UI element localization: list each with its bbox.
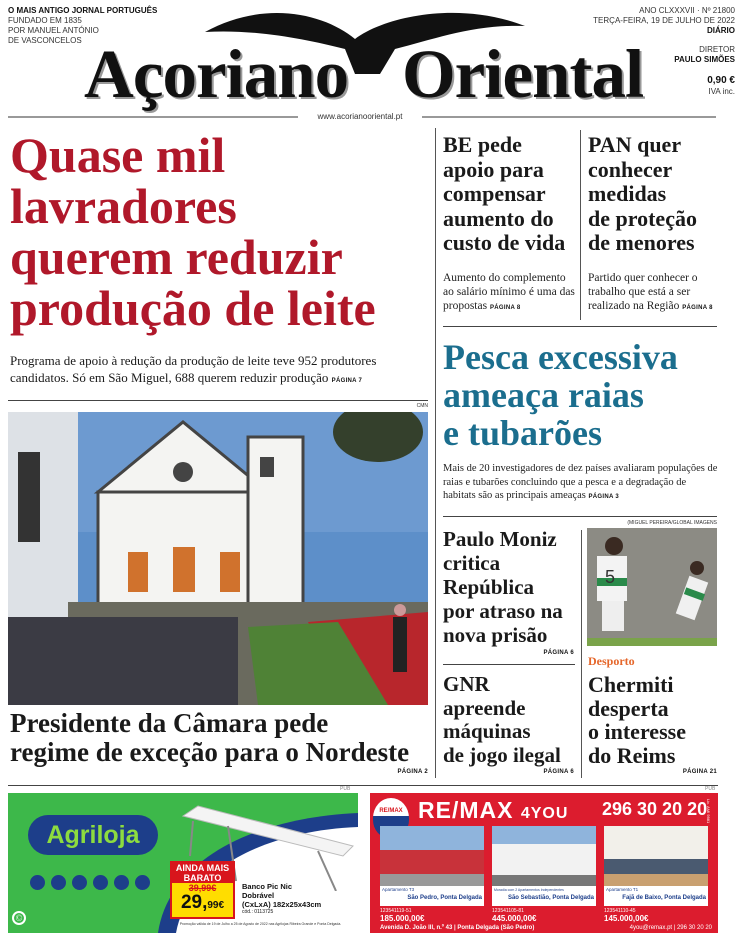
agriloja-ad[interactable] bbox=[8, 793, 358, 933]
headline-line: conhecer bbox=[588, 156, 673, 182]
hammer-icon bbox=[114, 875, 129, 890]
headline-line: critica bbox=[443, 551, 501, 575]
listing-location: São Pedro, Ponta Delgada bbox=[407, 895, 482, 901]
pesca-summary bbox=[443, 462, 719, 505]
badge-text: BARATO bbox=[183, 873, 222, 883]
pan-summary bbox=[588, 271, 722, 315]
headline-line: de menores bbox=[588, 230, 695, 255]
product-name: Dobrável bbox=[242, 891, 275, 900]
lead-summary-text: Programa de apoio à redução da produção de leite teve 952 produtores candidatos. Só em São Miguel, 688 querem reduzir produção bbox=[10, 353, 377, 385]
director-name: PAULO SIMÕES bbox=[674, 55, 735, 64]
jersey-number: 5 bbox=[605, 567, 616, 587]
headline-line: o interesse bbox=[588, 719, 686, 744]
website-link[interactable]: www.acorianooriental.pt bbox=[317, 112, 403, 121]
listing-location: Fajã de Baixo, Ponta Delgada bbox=[622, 895, 706, 901]
lead-summary bbox=[10, 352, 430, 390]
lead-headline-line: Quase mil bbox=[10, 127, 226, 183]
product-code: cód.: 0113725 bbox=[242, 909, 274, 915]
masthead-title-left: Açoriano bbox=[84, 36, 349, 112]
be-summary bbox=[443, 271, 579, 315]
director-label: DIRETOR bbox=[699, 45, 735, 54]
headline-line: PAN quer bbox=[588, 132, 682, 157]
page-ref: PÁGINA 21 bbox=[682, 769, 717, 775]
listing-ref: 123541105-81 bbox=[492, 908, 524, 914]
church-ceremony-photo bbox=[8, 412, 428, 705]
badge-text: AINDA MAIS bbox=[175, 863, 230, 873]
listing-price: 445.000,00€ bbox=[492, 914, 537, 923]
photo-credit: (MIGUEL PEREIRA/GLOBAL IMAGENS bbox=[627, 520, 717, 526]
masthead-title-right: Oriental bbox=[402, 36, 644, 112]
dog-icon bbox=[93, 875, 108, 890]
headline-line: Chermiti bbox=[588, 672, 674, 697]
ad-tag: PUB bbox=[705, 786, 716, 792]
license: Lic. AMI 9981 bbox=[706, 799, 711, 824]
page-ref: PÁGINA 7 bbox=[331, 378, 363, 384]
headline-line: de jogo ilegal bbox=[443, 742, 561, 767]
frequency: DIÁRIO bbox=[707, 26, 735, 35]
headline-line: Pesca excessiva bbox=[443, 337, 678, 377]
agriloja-logo: Agriloja bbox=[28, 815, 158, 855]
gnr-headline[interactable] bbox=[443, 673, 579, 767]
remax-contact[interactable]: 4you@remax.pt | 296 30 20 20 bbox=[629, 925, 712, 931]
photo-story-headline[interactable] bbox=[10, 709, 434, 767]
headline-line: ameaça raias bbox=[443, 375, 644, 415]
remax-ad[interactable] bbox=[370, 793, 718, 933]
headline-line: apoio para bbox=[443, 156, 544, 182]
founder-line-2: DE VASCONCELOS bbox=[8, 36, 82, 45]
product-info bbox=[242, 882, 321, 915]
page-ref: PÁGINA 8 bbox=[682, 305, 713, 311]
listings bbox=[380, 826, 708, 906]
watering-can-icon bbox=[51, 875, 66, 890]
page-ref: PÁGINA 6 bbox=[543, 650, 574, 656]
remax-brand-suffix: 4YOU bbox=[520, 805, 569, 822]
remax-address: Avenida D. João III, n.º 43 | Ponta Delgada (São Pedro) bbox=[380, 925, 535, 931]
headline-line: regime de exceção para o Nordeste bbox=[10, 737, 410, 767]
listing-photo bbox=[492, 826, 596, 886]
page-ref: PÁGINA 6 bbox=[543, 769, 574, 775]
headline-line: do Reims bbox=[588, 742, 676, 768]
listing-card[interactable] bbox=[604, 826, 708, 906]
lead-headline-line: produção de leite bbox=[10, 280, 376, 336]
pesca-headline[interactable] bbox=[443, 338, 733, 452]
headline-line: e tubarões bbox=[443, 413, 602, 453]
sport-headline[interactable] bbox=[588, 673, 724, 767]
price-main: 29, bbox=[180, 892, 208, 913]
headline-line: GNR bbox=[443, 672, 490, 696]
issue-number: ANO CLXXXVII · Nº 21800 bbox=[639, 6, 735, 15]
masthead-right bbox=[593, 6, 735, 97]
listing-type: Apartamento T1 bbox=[606, 887, 639, 892]
be-summary-text: Aumento do complemento ao salário mínimo é uma das propostas bbox=[443, 272, 575, 312]
remax-phone[interactable]: 296 30 20 20 bbox=[602, 799, 708, 819]
house-icon bbox=[135, 875, 150, 890]
product-dimensions: (CxLxA) 182x25x43cm bbox=[242, 900, 322, 909]
listing-ref: 123541110-45 bbox=[604, 908, 636, 914]
product-name: Banco Pic Nic bbox=[242, 882, 293, 891]
listing-ref: 123541119-51 bbox=[380, 908, 412, 914]
listing-photo bbox=[380, 826, 484, 886]
headline-line: de proteção bbox=[588, 205, 697, 231]
listing-prices bbox=[380, 908, 708, 924]
football-photo bbox=[587, 528, 717, 646]
headline-line: medidas bbox=[588, 181, 667, 206]
headline-line: por atraso na bbox=[443, 599, 563, 623]
headline-line: máquinas bbox=[443, 719, 531, 743]
page-ref: PÁGINA 2 bbox=[397, 769, 428, 775]
lead-headline[interactable] bbox=[10, 127, 430, 336]
moniz-headline[interactable] bbox=[443, 527, 579, 647]
headline-line: BE pede bbox=[443, 132, 522, 157]
pan-headline[interactable] bbox=[588, 133, 724, 256]
pan-summary-text: Partido quer conhecer o trabalho que está a ser realizado na Região bbox=[588, 272, 698, 312]
corn-icon bbox=[30, 875, 45, 890]
fineprint: Promoção válida de 19 de Julho a 25 de Agosto de 2022 nas Agrilojas Ribeira Grande e Ponta Delgada. bbox=[179, 922, 342, 926]
tagline: O MAIS ANTIGO JORNAL PORTUGUÊS bbox=[8, 6, 158, 15]
category-icons bbox=[30, 875, 150, 890]
remax-brand: RE/MAX bbox=[418, 797, 514, 823]
listing-photo bbox=[604, 826, 708, 886]
headline-line: República bbox=[443, 575, 535, 599]
listing-card[interactable] bbox=[380, 826, 484, 906]
ad-tag: PUB bbox=[340, 786, 351, 792]
pesca-summary-text: Mais de 20 investigadores de dez países avaliaram populações de raias e tubarões concluindo que a pesca e a degradação de habitats são as principais ameaças bbox=[443, 463, 718, 501]
copyright-icon: © bbox=[12, 911, 26, 925]
page-ref: PÁGINA 8 bbox=[489, 305, 521, 311]
page-ref: PÁGINA 3 bbox=[588, 494, 620, 500]
listing-location: São Sebastião, Ponta Delgada bbox=[507, 895, 594, 901]
issue-date: TERÇA-FEIRA, 19 DE JULHO DE 2022 bbox=[593, 16, 735, 25]
price: 0,90 € bbox=[707, 75, 735, 86]
founded: FUNDADO EM 1835 bbox=[8, 16, 82, 25]
section-label-desporto[interactable]: Desporto bbox=[588, 654, 635, 668]
listing-card[interactable] bbox=[492, 826, 596, 906]
tax-note: IVA inc. bbox=[708, 87, 735, 96]
headline-line: Presidente da Câmara pede bbox=[10, 708, 329, 738]
listing-type: Apartamento T3 bbox=[382, 887, 415, 892]
price-cents: 99€ bbox=[207, 900, 225, 911]
remax-balloon-logo: RE/MAX bbox=[373, 798, 409, 838]
old-price: 39,99€ bbox=[188, 883, 217, 893]
headline-line: Paulo Moniz bbox=[443, 527, 557, 551]
lead-headline-line: querem reduzir bbox=[10, 229, 343, 285]
listing-price: 185.000,00€ bbox=[380, 914, 425, 923]
headline-line: custo de vida bbox=[443, 230, 566, 255]
chicken-icon bbox=[72, 875, 87, 890]
be-headline[interactable] bbox=[443, 133, 579, 256]
price-badge bbox=[170, 861, 235, 919]
headline-line: desperta bbox=[588, 695, 669, 721]
photo-credit: CMN bbox=[416, 403, 428, 409]
headline-line: nova prisão bbox=[443, 623, 548, 647]
headline-line: compensar bbox=[443, 181, 546, 206]
listing-type: Moradia com 2 Apartamentos Independentes bbox=[494, 888, 564, 892]
lead-headline-line: lavradores bbox=[10, 178, 237, 234]
headline-line: apreende bbox=[443, 695, 526, 720]
founder-line-1: POR MANUEL ANTÓNIO bbox=[8, 26, 99, 35]
listing-price: 145.000,00€ bbox=[604, 914, 649, 923]
headline-line: aumento do bbox=[443, 205, 554, 231]
